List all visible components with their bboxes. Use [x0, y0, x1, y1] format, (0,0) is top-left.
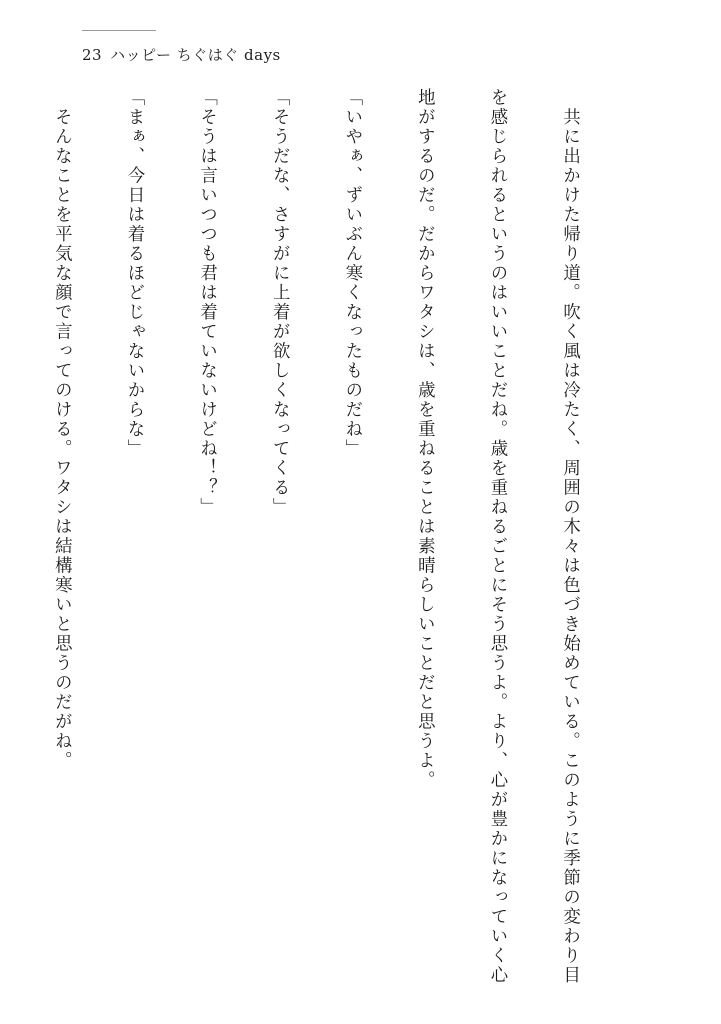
text-line: を感じられるというのはいいことだね。歳を重ねるごとにそう思うよ。より、心が豊かになっていく心	[486, 88, 507, 985]
dialogue-line: 「まぁ、今日は着るほどじゃないからな」	[123, 88, 144, 459]
header-rule	[82, 30, 156, 31]
running-header	[82, 44, 281, 65]
dialogue-line	[0, 88, 1, 978]
text-line: そんなことを平気な顔で言ってのける。ワタシは結構寒いと思うのだがね。	[51, 88, 72, 771]
text-line: 共に出かけた帰り道。吹く風は冷たく、周囲の木々は色づき始めている。このように季節の変わり目	[559, 88, 580, 985]
book-title: ハッピー ちぐはぐ days	[110, 46, 281, 64]
dialogue-line: 「そうだな、さすがに上着が欲しくなってくる」	[269, 88, 290, 517]
page-number: 23	[82, 46, 103, 64]
text-line: 地がするのだ。だからワタシは、歳を重ねることは素晴らしいことだと思うよ。	[414, 88, 435, 790]
dialogue-line: 「いやぁ、ずいぶん寒くなったものだね」	[341, 88, 362, 459]
dialogue-line: 「そうは言いつつも君は着ていないけどね！？」	[196, 88, 217, 517]
vertical-body-text	[0, 88, 630, 985]
